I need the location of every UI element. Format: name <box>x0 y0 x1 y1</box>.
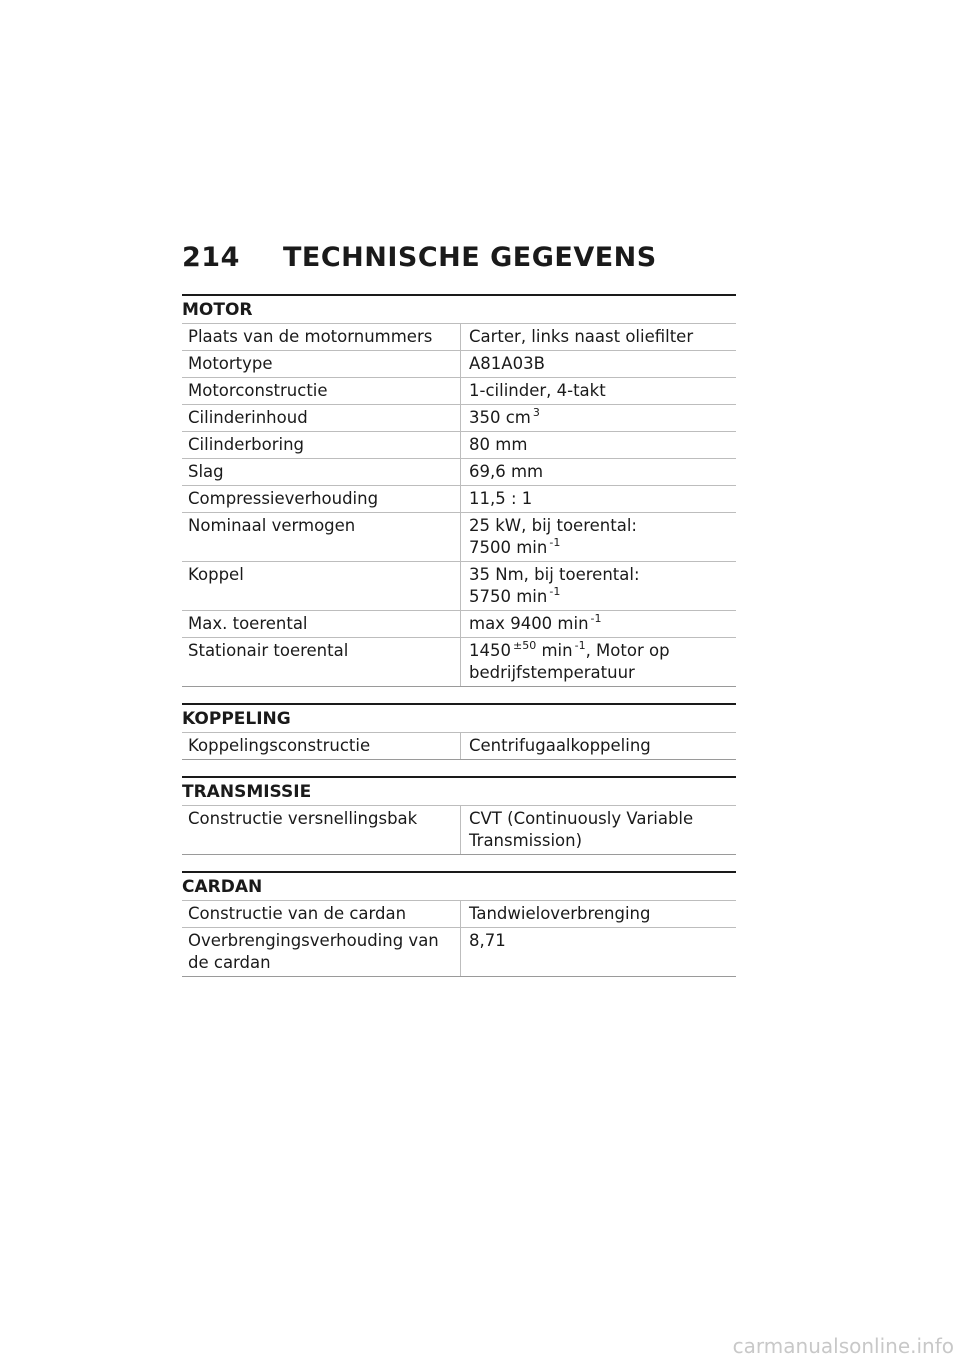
page-title <box>182 242 657 273</box>
table-row <box>182 611 736 638</box>
page-number: 214 <box>182 242 240 273</box>
value-text: max 9400 min <box>469 614 589 633</box>
spec-label: Cilinderboring <box>182 432 461 459</box>
spec-label: Motorconstructie <box>182 378 461 405</box>
superscript: -1 <box>549 536 561 549</box>
table-row <box>182 901 736 928</box>
spec-label: Koppelingsconstructie <box>182 733 461 760</box>
table-row <box>182 928 736 977</box>
value-text: Transmission) <box>469 831 583 850</box>
spec-label: Max. toerental <box>182 611 461 638</box>
value-text: 5750 min <box>469 587 548 606</box>
spec-value: 69,6 mm <box>461 459 737 486</box>
value-text: 25 kW, bij toerental: <box>469 516 637 535</box>
spec-table-motor <box>182 323 736 687</box>
label-text: de cardan <box>188 953 271 972</box>
spec-value <box>461 611 737 638</box>
label-text: Overbrengingsverhouding van <box>188 931 439 950</box>
superscript: -1 <box>574 639 586 652</box>
value-text: 1450 <box>469 641 511 660</box>
value-text: min <box>541 641 573 660</box>
spec-label: Constructie van de cardan <box>182 901 461 928</box>
spec-value: 80 mm <box>461 432 737 459</box>
spec-label: Constructie versnellingsbak <box>182 806 461 855</box>
spec-value: Carter, links naast oliefilter <box>461 324 737 351</box>
spec-value <box>461 513 737 562</box>
spec-label <box>182 928 461 977</box>
spec-value: 11,5 : 1 <box>461 486 737 513</box>
value-text: , Motor op <box>585 641 670 660</box>
value-text: 35 Nm, bij toerental: <box>469 565 640 584</box>
spec-value <box>461 638 737 687</box>
table-row <box>182 351 736 378</box>
table-row <box>182 324 736 351</box>
spec-value: A81A03B <box>461 351 737 378</box>
spec-value <box>461 562 737 611</box>
spec-label: Cilinderinhoud <box>182 405 461 432</box>
spec-table-koppeling <box>182 732 736 760</box>
spec-table-transmissie <box>182 805 736 855</box>
table-row <box>182 638 736 687</box>
spec-label: Slag <box>182 459 461 486</box>
value-text: 7500 min <box>469 538 548 557</box>
section-title: TRANSMISSIE <box>182 776 736 805</box>
value-text: bedrijfstemperatuur <box>469 663 635 682</box>
section-title: CARDAN <box>182 871 736 900</box>
superscript: 3 <box>532 406 540 419</box>
section-title: MOTOR <box>182 294 736 323</box>
section-cardan <box>182 871 736 977</box>
table-row <box>182 486 736 513</box>
spec-value <box>461 806 737 855</box>
table-row <box>182 513 736 562</box>
table-row <box>182 733 736 760</box>
spec-content <box>182 294 736 993</box>
spec-label: Koppel <box>182 562 461 611</box>
table-row <box>182 432 736 459</box>
section-koppeling <box>182 703 736 760</box>
section-transmissie <box>182 776 736 855</box>
spec-value <box>461 405 737 432</box>
spec-label: Plaats van de motornummers <box>182 324 461 351</box>
spec-label: Motortype <box>182 351 461 378</box>
table-row <box>182 459 736 486</box>
watermark: carmanualsonline.info <box>732 1334 954 1358</box>
spec-value: Tandwieloverbrenging <box>461 901 737 928</box>
spec-value: Centrifugaalkoppeling <box>461 733 737 760</box>
superscript: -1 <box>590 612 602 625</box>
spec-label: Stationair toerental <box>182 638 461 687</box>
table-row <box>182 562 736 611</box>
superscript: -1 <box>549 585 561 598</box>
superscript: ±50 <box>513 639 537 652</box>
chapter-title: TECHNISCHE GEGEVENS <box>283 242 657 273</box>
spec-label: Compressieverhouding <box>182 486 461 513</box>
table-row <box>182 405 736 432</box>
spec-label: Nominaal vermogen <box>182 513 461 562</box>
table-row <box>182 806 736 855</box>
value-text: CVT (Continuously Variable <box>469 809 694 828</box>
section-title: KOPPELING <box>182 703 736 732</box>
table-row <box>182 378 736 405</box>
section-motor <box>182 294 736 687</box>
spec-value: 8,71 <box>461 928 737 977</box>
value-text: 350 cm <box>469 408 531 427</box>
spec-value: 1-cilinder, 4-takt <box>461 378 737 405</box>
spec-table-cardan <box>182 900 736 977</box>
